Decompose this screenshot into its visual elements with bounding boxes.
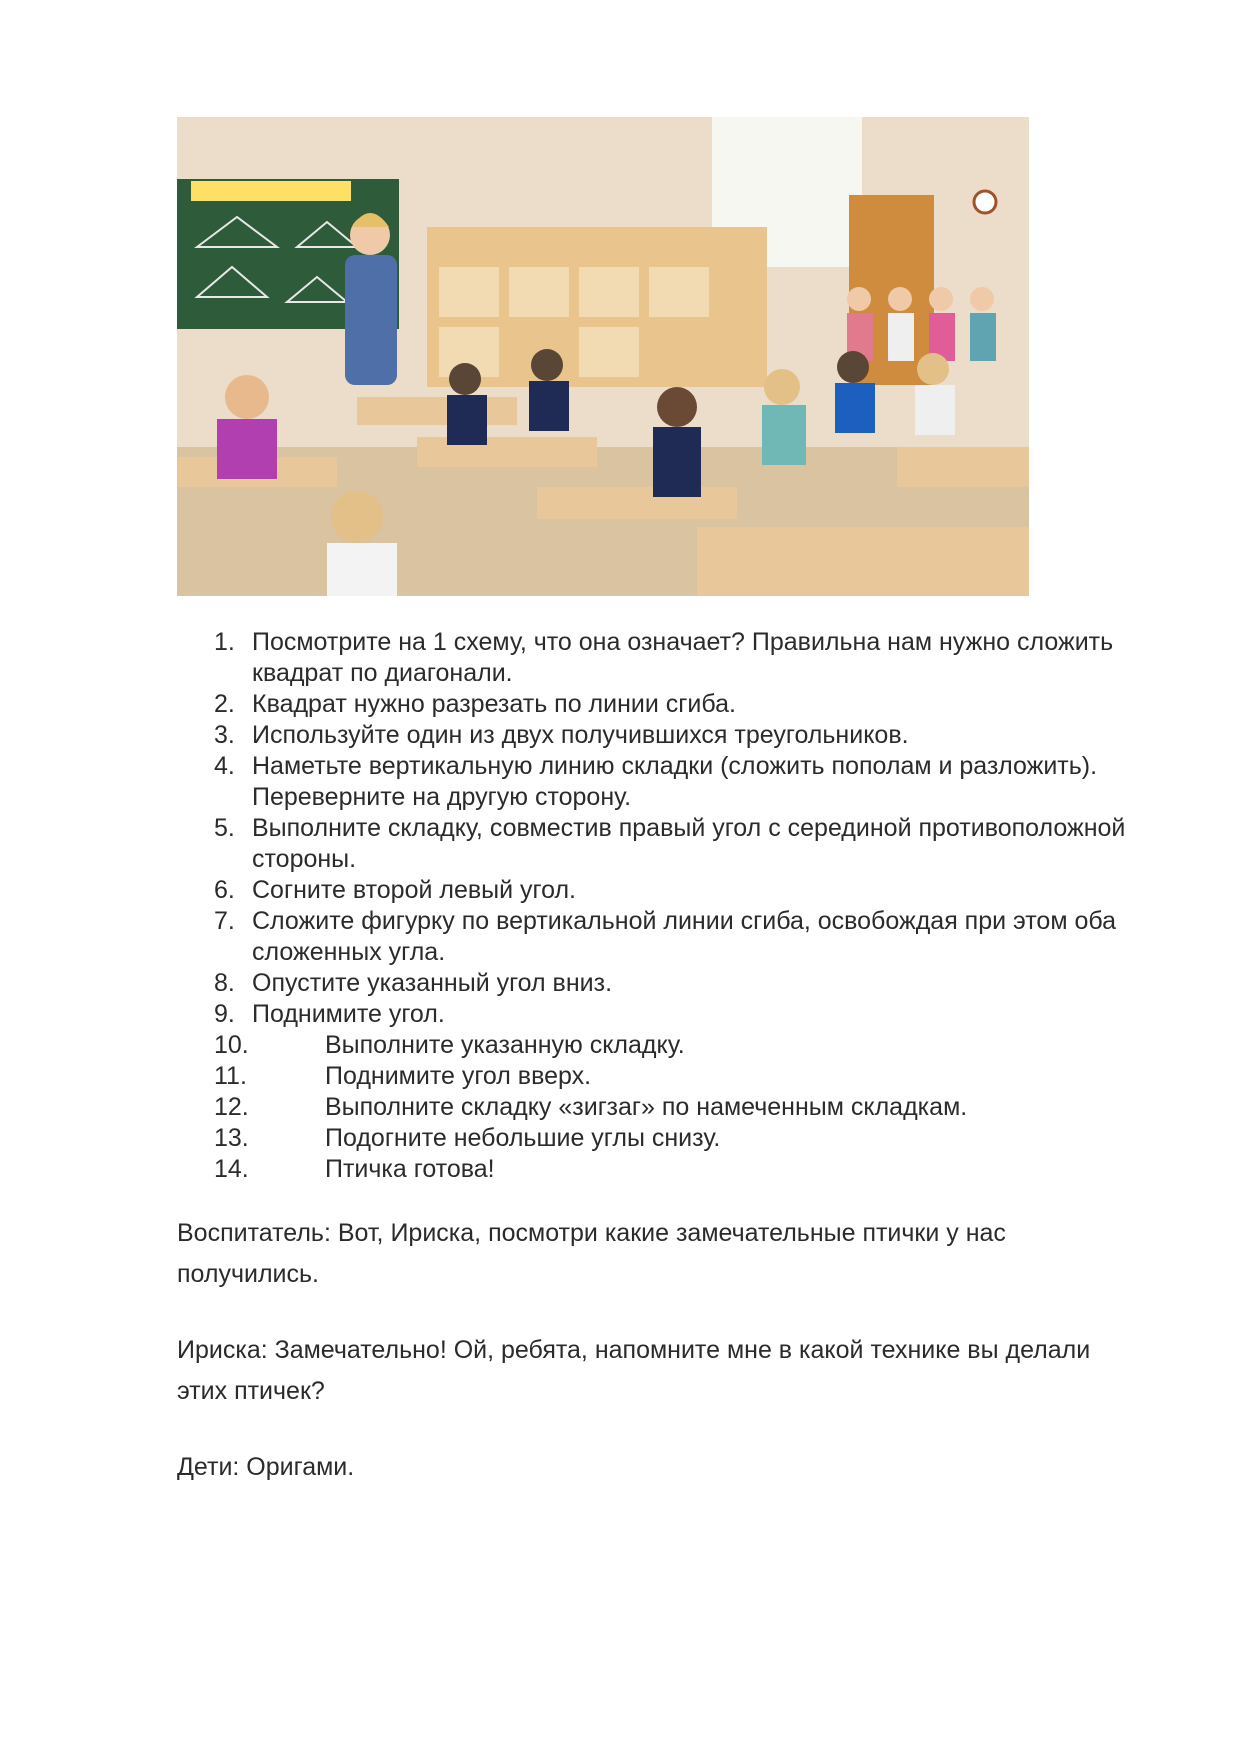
list-item-number: 1. xyxy=(214,628,235,656)
list-item-number: 13. xyxy=(214,1124,249,1152)
list-item-text: Поднимите угол. xyxy=(252,1000,445,1028)
list-item xyxy=(214,720,1154,751)
teacher-figure xyxy=(345,255,397,385)
list-item-number: 8. xyxy=(214,969,235,997)
list-item-number: 5. xyxy=(214,814,235,842)
classroom-photo xyxy=(177,117,1029,596)
list-item-text: Выполните указанную складку. xyxy=(325,1031,685,1059)
list-item-number: 6. xyxy=(214,876,235,904)
dialog-children: Дети: Оригами. xyxy=(177,1453,355,1481)
list-item xyxy=(214,968,1154,999)
list-item xyxy=(214,1061,1154,1092)
list-item-number: 10. xyxy=(214,1031,249,1059)
dialog-iriska: Ириска: Замечательно! Ой, ребята, напомните мне в какой технике вы делали этих птичек? xyxy=(177,1336,1091,1405)
list-item-text: Опустите указанный угол вниз. xyxy=(252,969,613,997)
list-item-number: 3. xyxy=(214,721,235,749)
list-item-text: Сложите фигурку по вертикальной линии сгиба, освобождая при этом оба сложенных угла. xyxy=(252,907,1117,966)
list-item-text: Выполните складку, совместив правый угол с серединой противоположной стороны. xyxy=(252,814,1126,873)
list-item-text: Поднимите угол вверх. xyxy=(325,1062,592,1090)
list-item xyxy=(214,875,1154,906)
list-item xyxy=(214,1154,1154,1185)
list-item xyxy=(214,751,1154,813)
list-item xyxy=(214,627,1154,689)
classroom-illustration xyxy=(177,117,1029,596)
list-item-text: Квадрат нужно разрезать по линии сгиба. xyxy=(252,690,736,718)
list-item-text: Посмотрите на 1 схему, что она означает? Правильна нам нужно сложить квадрат по диагонали. xyxy=(252,628,1114,687)
list-item-text: Наметьте вертикальную линию складки (сложить пополам и разложить). Переверните на другую сторону. xyxy=(252,752,1098,811)
list-item xyxy=(214,813,1154,875)
list-item xyxy=(214,999,1154,1030)
list-item xyxy=(214,689,1154,720)
list-item-number: 14. xyxy=(214,1155,249,1183)
list-item xyxy=(214,906,1154,968)
list-item-text: Выполните складку «зигзаг» по намеченным складкам. xyxy=(325,1093,968,1121)
list-item-number: 12. xyxy=(214,1093,249,1121)
list-item-number: 2. xyxy=(214,690,235,718)
list-item-number: 7. xyxy=(214,907,235,935)
list-item-text: Согните второй левый угол. xyxy=(252,876,576,904)
list-item xyxy=(214,1092,1154,1123)
list-item-number: 9. xyxy=(214,1000,235,1028)
list-item-number: 4. xyxy=(214,752,235,780)
list-item-number: 11. xyxy=(214,1062,247,1090)
dialog-teacher: Воспитатель: Вот, Ириска, посмотри какие замечательные птички у нас получились. xyxy=(177,1219,1006,1288)
instruction-list xyxy=(214,627,1154,1185)
list-item-text: Птичка готова! xyxy=(325,1155,495,1183)
list-item-text: Используйте один из двух получившихся треугольников. xyxy=(252,721,909,749)
list-item xyxy=(214,1030,1154,1061)
list-item-text: Подогните небольшие углы снизу. xyxy=(325,1124,721,1152)
list-item xyxy=(214,1123,1154,1154)
